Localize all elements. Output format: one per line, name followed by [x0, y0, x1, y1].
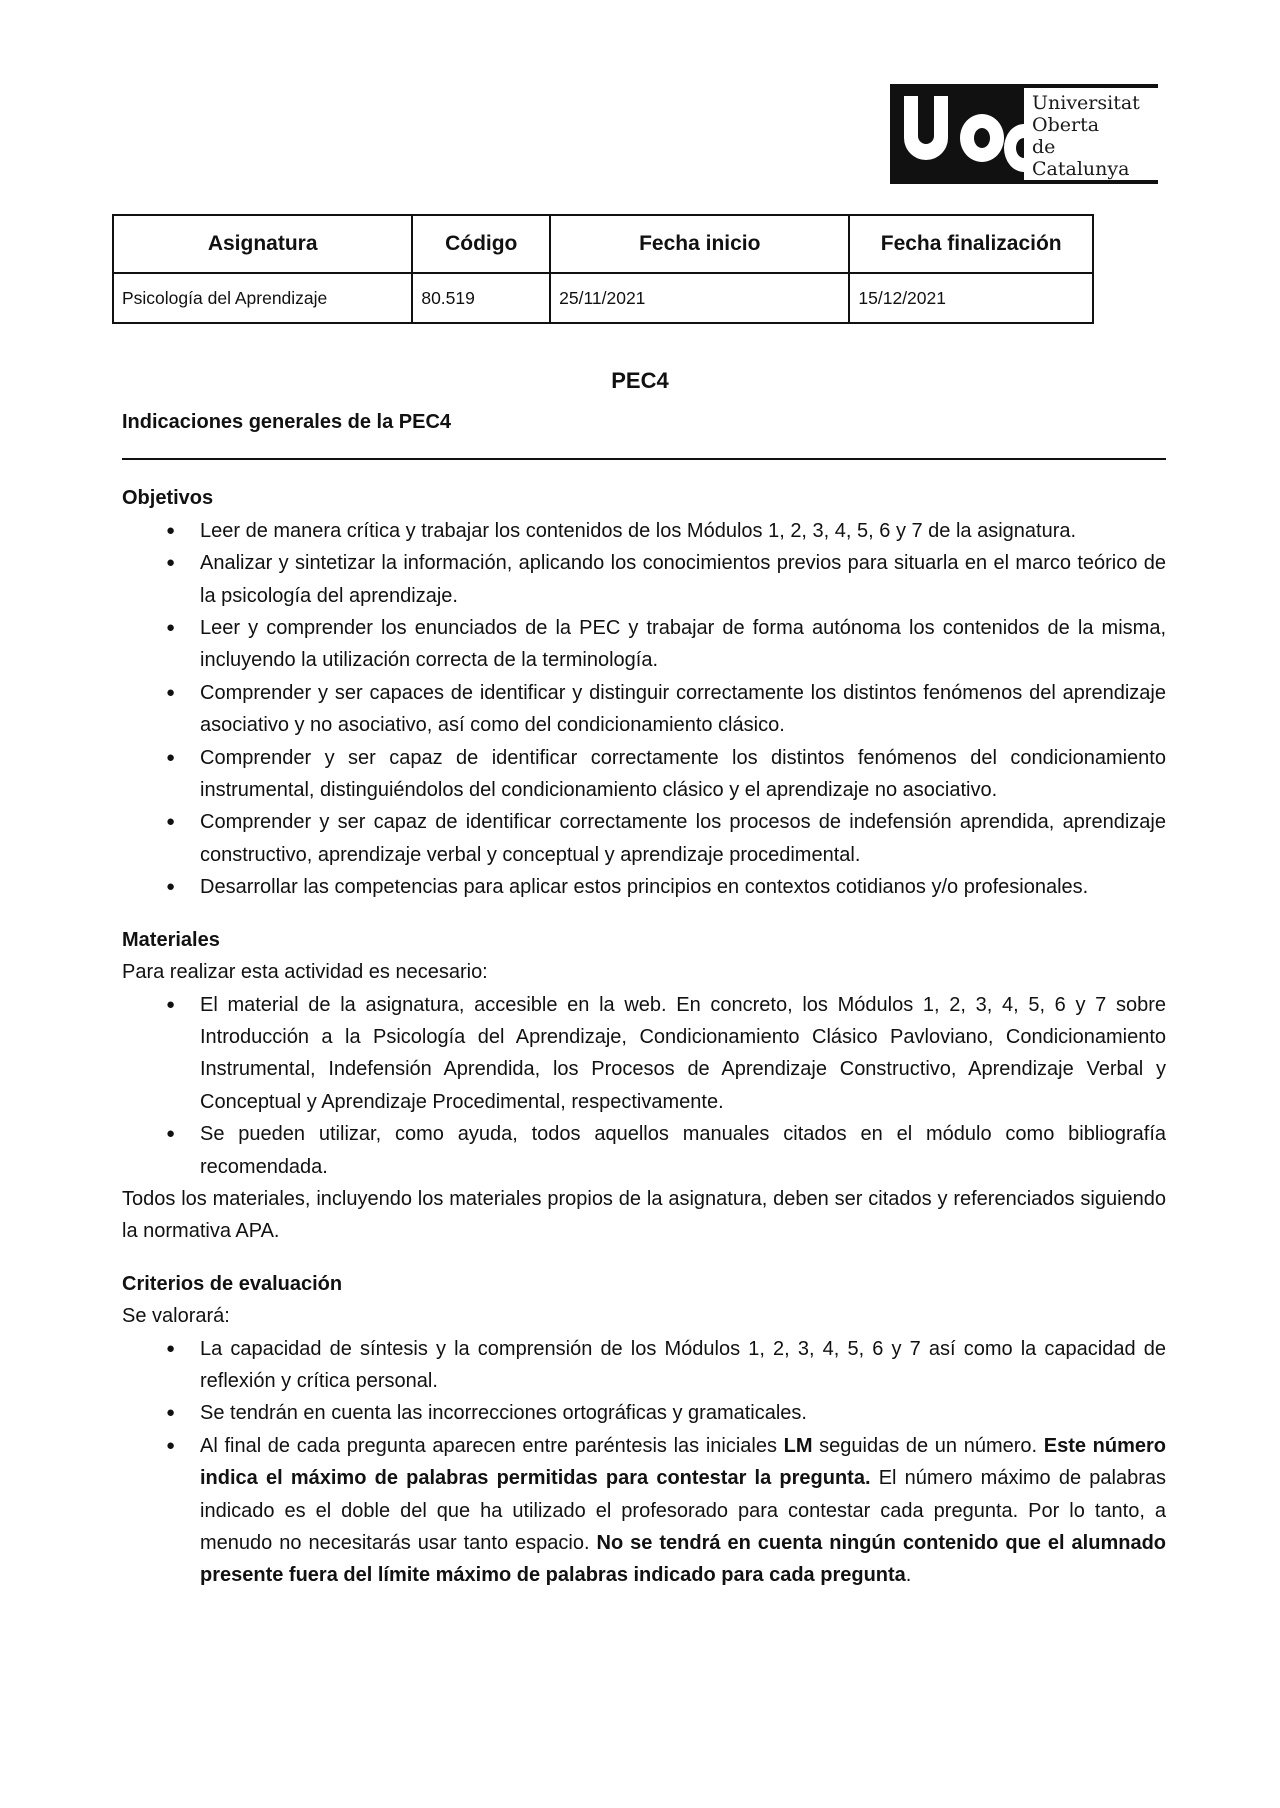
- bullet-icon: ●: [166, 683, 176, 701]
- list-item: ● Comprender y ser capaz de identificar correctamente los distintos fenómenos del condicionamiento instrumental, distinguiéndolos del condicionamiento clásico y el aprendizaje no asociativo.: [122, 742, 1166, 807]
- criterios-heading: Criterios de evaluación: [122, 1272, 343, 1295]
- header-codigo: Código: [412, 215, 550, 273]
- cell-fecha-finalizacion: 15/12/2021: [849, 273, 1093, 323]
- list-item: ● El material de la asignatura, accesible en la web. En concreto, los Módulos 1, 2, 3, 4, 5, 6 y 7 sobre Introducción a la Psicología del Aprendizaje, Condicionamiento Clásico Pavloviano, Condicionamiento Instrumental, Indefensión Aprendida, los Procesos de Aprendizaje Constructivo, Aprendizaje Verbal y Conceptual y Aprendizaje Procedimental, respectivamente.: [122, 989, 1166, 1119]
- horizontal-rule: [122, 458, 1166, 460]
- list-item: ● La capacidad de síntesis y la comprensión de los Módulos 1, 2, 3, 4, 5, 6 y 7 así como la capacidad de reflexión y crítica personal.: [122, 1333, 1166, 1398]
- bullet-icon: ●: [166, 619, 176, 637]
- list-item: ● Leer de manera crítica y trabajar los contenidos de los Módulos 1, 2, 3, 4, 5, 6 y 7 de la asignatura.: [122, 515, 1166, 547]
- list-item: ● Comprender y ser capaces de identificar y distinguir correctamente los distintos fenómenos del aprendizaje asociativo y no asociativo, así como del condicionamiento clásico.: [122, 677, 1166, 742]
- uoc-logo-mark: [890, 84, 1024, 184]
- cell-asignatura: Psicología del Aprendizaje: [113, 273, 412, 323]
- materiales-list: [122, 989, 1166, 1183]
- criterios-intro: Se valorará:: [122, 1305, 230, 1328]
- bullet-icon: ●: [166, 878, 176, 896]
- list-item: ● Analizar y sintetizar la información, aplicando los conocimientos previos para situarla en el marco teórico de la psicología del aprendizaje.: [122, 547, 1166, 612]
- bullet-icon: ●: [166, 1436, 176, 1454]
- section-objetivos: [122, 482, 1166, 903]
- list-item: ● Se tendrán en cuenta las incorrecciones ortográficas y gramaticales.: [122, 1397, 1166, 1429]
- criterios-list: [122, 1333, 1166, 1592]
- bullet-icon: ●: [166, 1339, 176, 1357]
- bullet-icon: ●: [166, 1404, 176, 1422]
- list-item: ● Leer y comprender los enunciados de la PEC y trabajar de forma autónoma los contenidos de la misma, incluyendo la utilización correcta de la terminología.: [122, 612, 1166, 677]
- logo-text: [1032, 92, 1158, 180]
- header-fecha-finalizacion: Fecha finalización: [849, 215, 1093, 273]
- bullet-icon: ●: [166, 813, 176, 831]
- course-info-table: [112, 214, 1094, 324]
- list-item: ● Desarrollar las competencias para aplicar estos principios en contextos cotidianos y/o profesionales.: [122, 871, 1166, 903]
- table-row: [113, 273, 1093, 323]
- general-heading: Indicaciones generales de la PEC4: [122, 411, 452, 433]
- document-content: [122, 406, 1166, 1612]
- cell-fecha-inicio: 25/11/2021: [550, 273, 849, 323]
- uoc-logo: [890, 84, 1158, 184]
- list-item: ● Se pueden utilizar, como ayuda, todos aquellos manuales citados en el módulo como bibliografía recomendada.: [122, 1118, 1166, 1183]
- list-item: ● Al final de cada pregunta aparecen entre paréntesis las iniciales LM seguidas de un número. Este número indica el máximo de palabras permitidas para contestar la pregunta. El número máximo de palabras indicado es el doble del que ha utilizado el profesorado para contestar cada pregunta. Por lo tanto, a menudo no necesitarás usar tanto espacio. No se tendrá en cuenta ningún contenido que el alumnado presente fuera del límite máximo de palabras indicado para cada pregunta.: [122, 1430, 1166, 1592]
- logo-line-2: Oberta: [1032, 114, 1100, 136]
- header-asignatura: Asignatura: [113, 215, 412, 273]
- materiales-intro: Para realizar esta actividad es necesario:: [122, 961, 488, 984]
- materiales-outro: Todos los materiales, incluyendo los materiales propios de la asignatura, deben ser citados y referenciados siguiendo la normativa APA.: [122, 1187, 1166, 1243]
- logo-rule-top: [1024, 84, 1158, 88]
- logo-rule-bottom: [1024, 180, 1158, 184]
- section-materiales: [122, 924, 1166, 1248]
- bullet-icon: ●: [166, 748, 176, 766]
- header-fecha-inicio: Fecha inicio: [550, 215, 849, 273]
- bullet-icon: ●: [166, 521, 176, 539]
- cell-codigo: 80.519: [412, 273, 550, 323]
- bullet-icon: ●: [166, 995, 176, 1013]
- list-item: ● Comprender y ser capaz de identificar correctamente los procesos de indefensión aprendida, aprendizaje constructivo, aprendizaje verbal y conceptual y aprendizaje procedimental.: [122, 806, 1166, 871]
- document-title: PEC4: [611, 368, 669, 393]
- logo-line-3: de Catalunya: [1032, 136, 1130, 180]
- materiales-heading: Materiales: [122, 928, 220, 951]
- section-criterios: [122, 1268, 1166, 1592]
- objetivos-heading: Objetivos: [122, 487, 214, 510]
- logo-line-1: Universitat: [1032, 92, 1140, 114]
- bullet-icon: ●: [166, 554, 176, 572]
- bullet-icon: ●: [166, 1125, 176, 1143]
- objetivos-list: [122, 515, 1166, 904]
- table-header-row: [113, 215, 1093, 273]
